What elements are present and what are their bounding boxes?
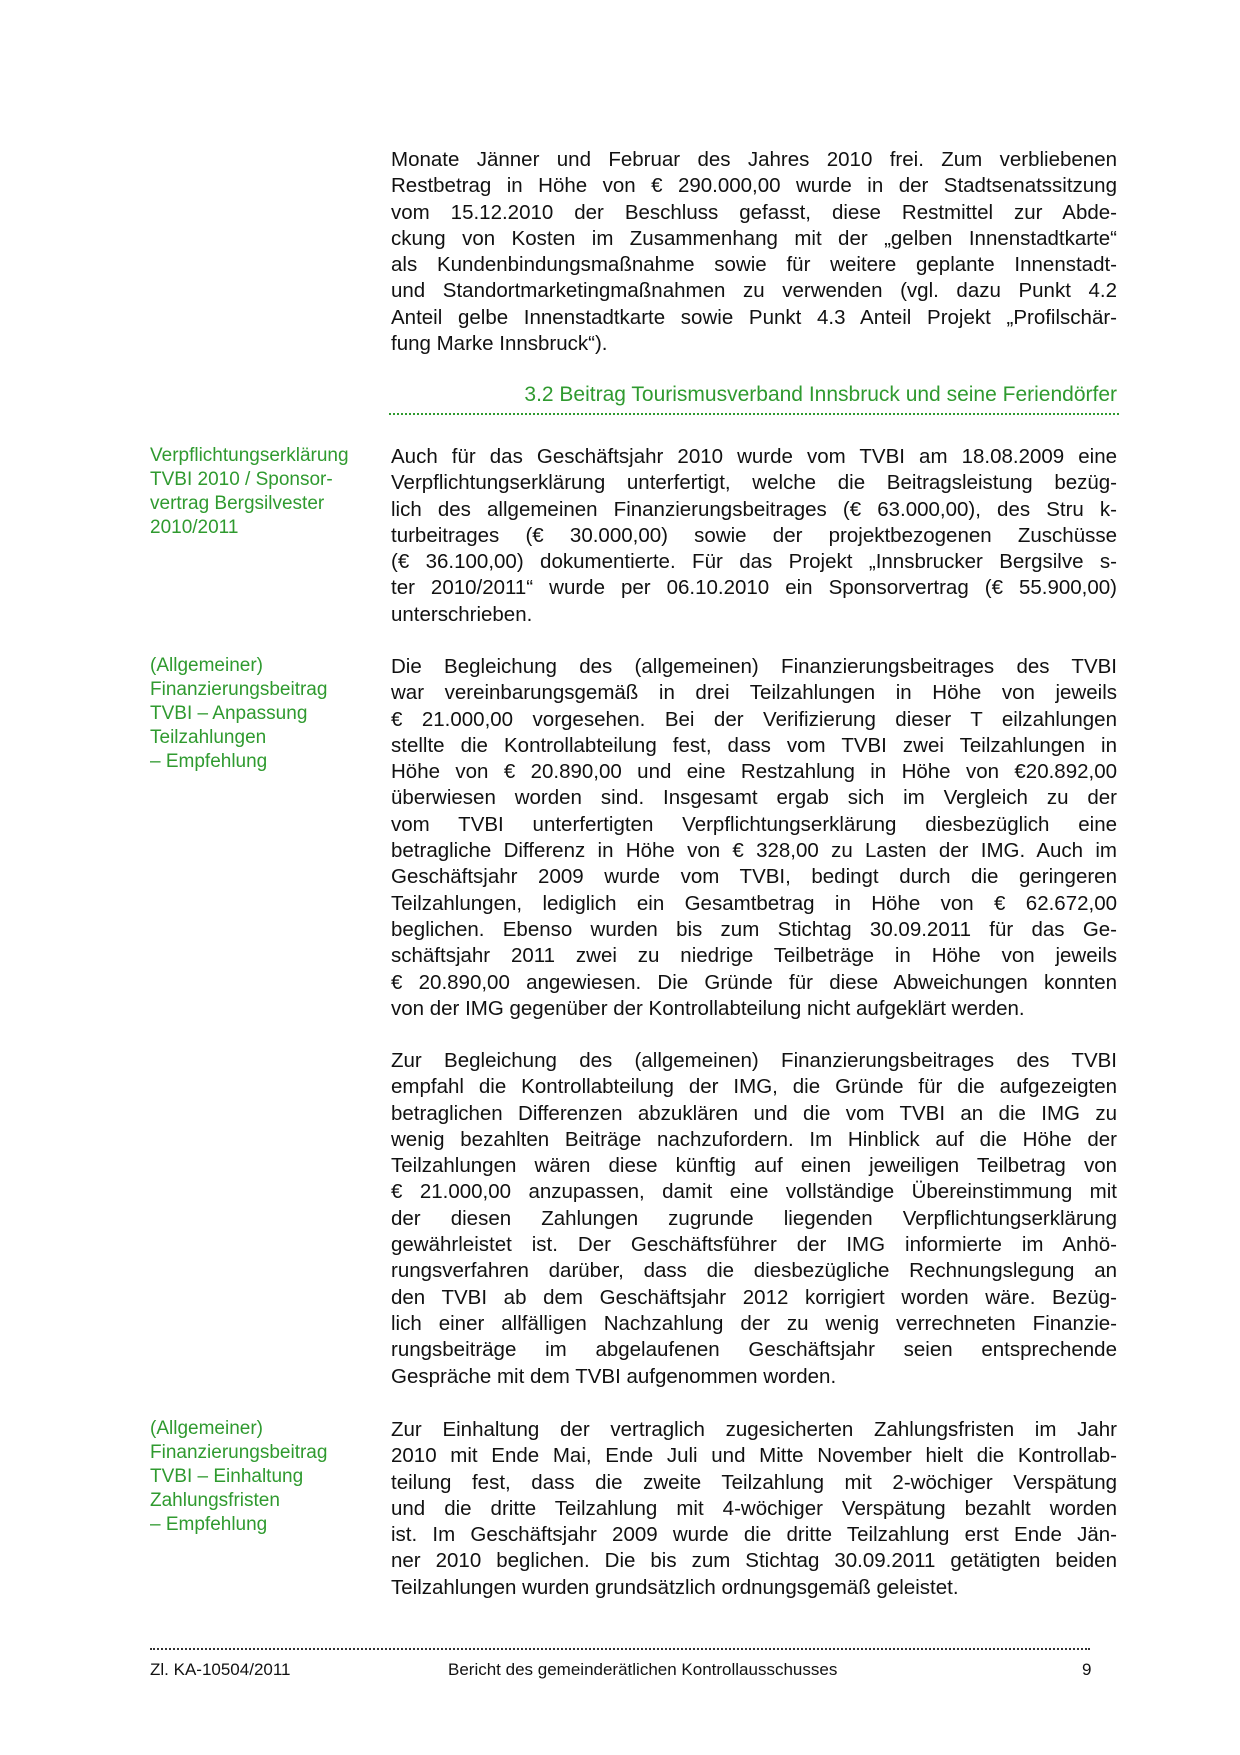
text-line: empfahl die Kontrollabteilung der IMG, die Gründe für die aufgezeigten — [391, 1075, 1117, 1099]
margin-note-anpassung — [150, 654, 360, 774]
margin-note-line: vertrag Bergsilvester — [150, 493, 325, 514]
text-line: (€ 36.100,00) dokumentierte. Für das Projekt „Innsbrucker Bergsilve s- — [391, 550, 1117, 574]
text-line: € 21.000,00 anzupassen, damit eine vollständige Übereinstimmung mit — [391, 1180, 1117, 1204]
text-line: betragliche Differenz in Höhe von € 328,00 zu Lasten der IMG. Auch im — [391, 839, 1117, 863]
footer-reference: Zl. KA-10504/2011 — [150, 1660, 291, 1679]
text-line: ckung von Kosten im Zusammenhang mit der „gelben Innenstadtkarte“ — [391, 226, 1117, 250]
text-line: Die Begleichung des (allgemeinen) Finanzierungsbeitrages des TVBI — [391, 655, 1117, 678]
footer-divider — [150, 1648, 1090, 1650]
text-line: teilung fest, dass die zweite Teilzahlung mit 2-wöchiger Verspätung — [391, 1470, 1117, 1494]
text-line: beglichen. Ebenso wurden bis zum Stichtag 30.09.2011 für das Ge- — [391, 917, 1117, 941]
text-line: Höhe von € 20.890,00 und eine Restzahlung in Höhe von €20.892,00 — [391, 760, 1117, 784]
text-line: von der IMG gegenüber der Kontrollabteilung nicht aufgeklärt werden. — [391, 996, 1025, 1020]
paragraph-begleichung — [391, 654, 1117, 1022]
text-line: turbeitrages (€ 30.000,00) sowie der projektbezogenen Zuschüsse — [391, 523, 1117, 547]
section-heading: 3.2 Beitrag Tourismusverband Innsbruck und seine Feriendörfer — [524, 383, 1117, 406]
text-line: der diesen Zahlungen zugrunde liegenden Verpflichtungserklärung — [391, 1206, 1117, 1230]
paragraph-zahlungsfristen — [391, 1417, 1117, 1601]
text-line: vom TVBI unterfertigten Verpflichtungserklärung diesbezüglich eine — [391, 812, 1117, 836]
text-line: € 20.890,00 angewiesen. Die Gründe für diese Abweichungen konnten — [391, 970, 1117, 994]
text-line: wenig bezahlten Beiträge nachzufordern. Im Hinblick auf die Höhe der — [391, 1127, 1117, 1151]
margin-note-sponsorvertrag — [150, 444, 360, 540]
text-line: Teilzahlungen wären diese künftig auf einen jeweiligen Teilbetrag von — [391, 1154, 1117, 1178]
margin-note-line: – Empfehlung — [150, 1514, 268, 1535]
text-line: als Kundenbindungsmaßnahme sowie für weitere geplante Innenstadt- — [391, 253, 1117, 277]
margin-note-line: Verpflichtungserklärung — [150, 445, 349, 466]
text-line: Teilzahlungen, lediglich ein Gesamtbetrag in Höhe von € 62.672,00 — [391, 891, 1117, 915]
page-number: 9 — [1082, 1660, 1092, 1679]
text-line: Zur Einhaltung der vertraglich zugesicherten Zahlungsfristen im Jahr — [391, 1418, 1117, 1441]
margin-note-line: Finanzierungsbeitrag — [150, 1442, 328, 1463]
margin-note-line: 2010/2011 — [150, 517, 239, 538]
text-line: rungsbeiträge im abgelaufenen Geschäftsjahr seien entsprechende — [391, 1338, 1117, 1362]
text-line: Anteil gelbe Innenstadtkarte sowie Punkt 4.3 Anteil Projekt „Profilschär- — [391, 305, 1117, 329]
text-line: und Standortmarketingmaßnahmen zu verwenden (vgl. dazu Punkt 4.2 — [391, 279, 1117, 303]
text-line: stellte die Kontrollabteilung fest, dass vom TVBI zwei Teilzahlungen in — [391, 733, 1117, 757]
text-line: Teilzahlungen wurden grundsätzlich ordnungsgemäß geleistet. — [391, 1575, 959, 1599]
text-line: schäftsjahr 2011 zwei zu niedrige Teilbeträge in Höhe von jeweils — [391, 944, 1117, 968]
text-line: Verpflichtungserklärung unterfertigt, welche die Beitragsleistung bezüg- — [391, 471, 1117, 495]
text-line: den TVBI ab dem Geschäftsjahr 2012 korrigiert worden wäre. Bezüg- — [391, 1285, 1117, 1309]
text-line: Geschäftsjahr 2009 wurde vom TVBI, bedingt durch die geringeren — [391, 865, 1117, 889]
text-line: 2010 mit Ende Mai, Ende Juli und Mitte November hielt die Kontrollab- — [391, 1444, 1117, 1468]
text-line: war vereinbarungsgemäß in drei Teilzahlungen in Höhe von jeweils — [391, 681, 1117, 705]
text-line: unterschrieben. — [391, 602, 533, 626]
margin-note-zahlungsfristen — [150, 1417, 360, 1537]
text-line: € 21.000,00 vorgesehen. Bei der Verifizierung dieser T eilzahlungen — [391, 707, 1117, 731]
margin-note-line: (Allgemeiner) — [150, 1418, 263, 1439]
text-line: überwiesen worden sind. Insgesamt ergab sich im Vergleich zu der — [391, 786, 1117, 810]
text-line: Monate Jänner und Februar des Jahres 2010 frei. Zum verbliebenen — [391, 148, 1117, 171]
text-line: Zur Begleichung des (allgemeinen) Finanzierungsbeitrages des TVBI — [391, 1049, 1117, 1072]
text-line: ner 2010 beglichen. Die bis zum Stichtag 30.09.2011 getätigten beiden — [391, 1549, 1117, 1573]
footer-title: Bericht des gemeinderätlichen Kontrollausschusses — [448, 1660, 838, 1679]
text-line: vom 15.12.2010 der Beschluss gefasst, diese Restmittel zur Abde- — [391, 200, 1117, 224]
text-line: Gespräche mit dem TVBI aufgenommen worden. — [391, 1364, 837, 1388]
text-line: rungsverfahren darüber, dass die diesbezügliche Rechnungslegung an — [391, 1259, 1117, 1283]
margin-note-line: Teilzahlungen — [150, 727, 267, 748]
text-line: ter 2010/2011“ wurde per 06.10.2010 ein Sponsorvertrag (€ 55.900,00) — [391, 576, 1117, 600]
paragraph-empfehlung — [391, 1048, 1117, 1390]
margin-note-line: TVBI – Einhaltung — [150, 1466, 304, 1487]
text-line: und die dritte Teilzahlung mit 4-wöchiger Verspätung bezahlt worden — [391, 1496, 1117, 1520]
text-line: fung Marke Innsbruck“). — [391, 332, 608, 356]
text-line: Restbetrag in Höhe von € 290.000,00 wurde in der Stadtsenatssitzung — [391, 174, 1117, 198]
text-line: ist. Im Geschäftsjahr 2009 wurde die dritte Teilzahlung erst Ende Jän- — [391, 1523, 1117, 1547]
text-line: betraglichen Differenzen abzuklären und die vom TVBI an die IMG zu — [391, 1101, 1117, 1125]
text-line: lich des allgemeinen Finanzierungsbeitrages (€ 63.000,00), des Stru k- — [391, 497, 1117, 521]
heading-divider — [389, 413, 1119, 415]
paragraph-verpflichtungserklaerung — [391, 444, 1117, 628]
margin-note-line: TVBI – Anpassung — [150, 703, 308, 724]
paragraph-continuation — [391, 147, 1117, 357]
margin-note-line: (Allgemeiner) — [150, 655, 263, 676]
margin-note-line: – Empfehlung — [150, 751, 268, 772]
margin-note-line: Zahlungsfristen — [150, 1490, 280, 1511]
margin-note-line: TVBI 2010 / Sponsor- — [150, 469, 333, 490]
margin-note-line: Finanzierungsbeitrag — [150, 679, 328, 700]
text-line: Auch für das Geschäftsjahr 2010 wurde vom TVBI am 18.08.2009 eine — [391, 445, 1117, 468]
text-line: gewährleistet ist. Der Geschäftsführer der IMG informierte im Anhö- — [391, 1233, 1117, 1257]
text-line: lich einer allfälligen Nachzahlung der zu wenig verrechneten Finanzie- — [391, 1311, 1117, 1335]
